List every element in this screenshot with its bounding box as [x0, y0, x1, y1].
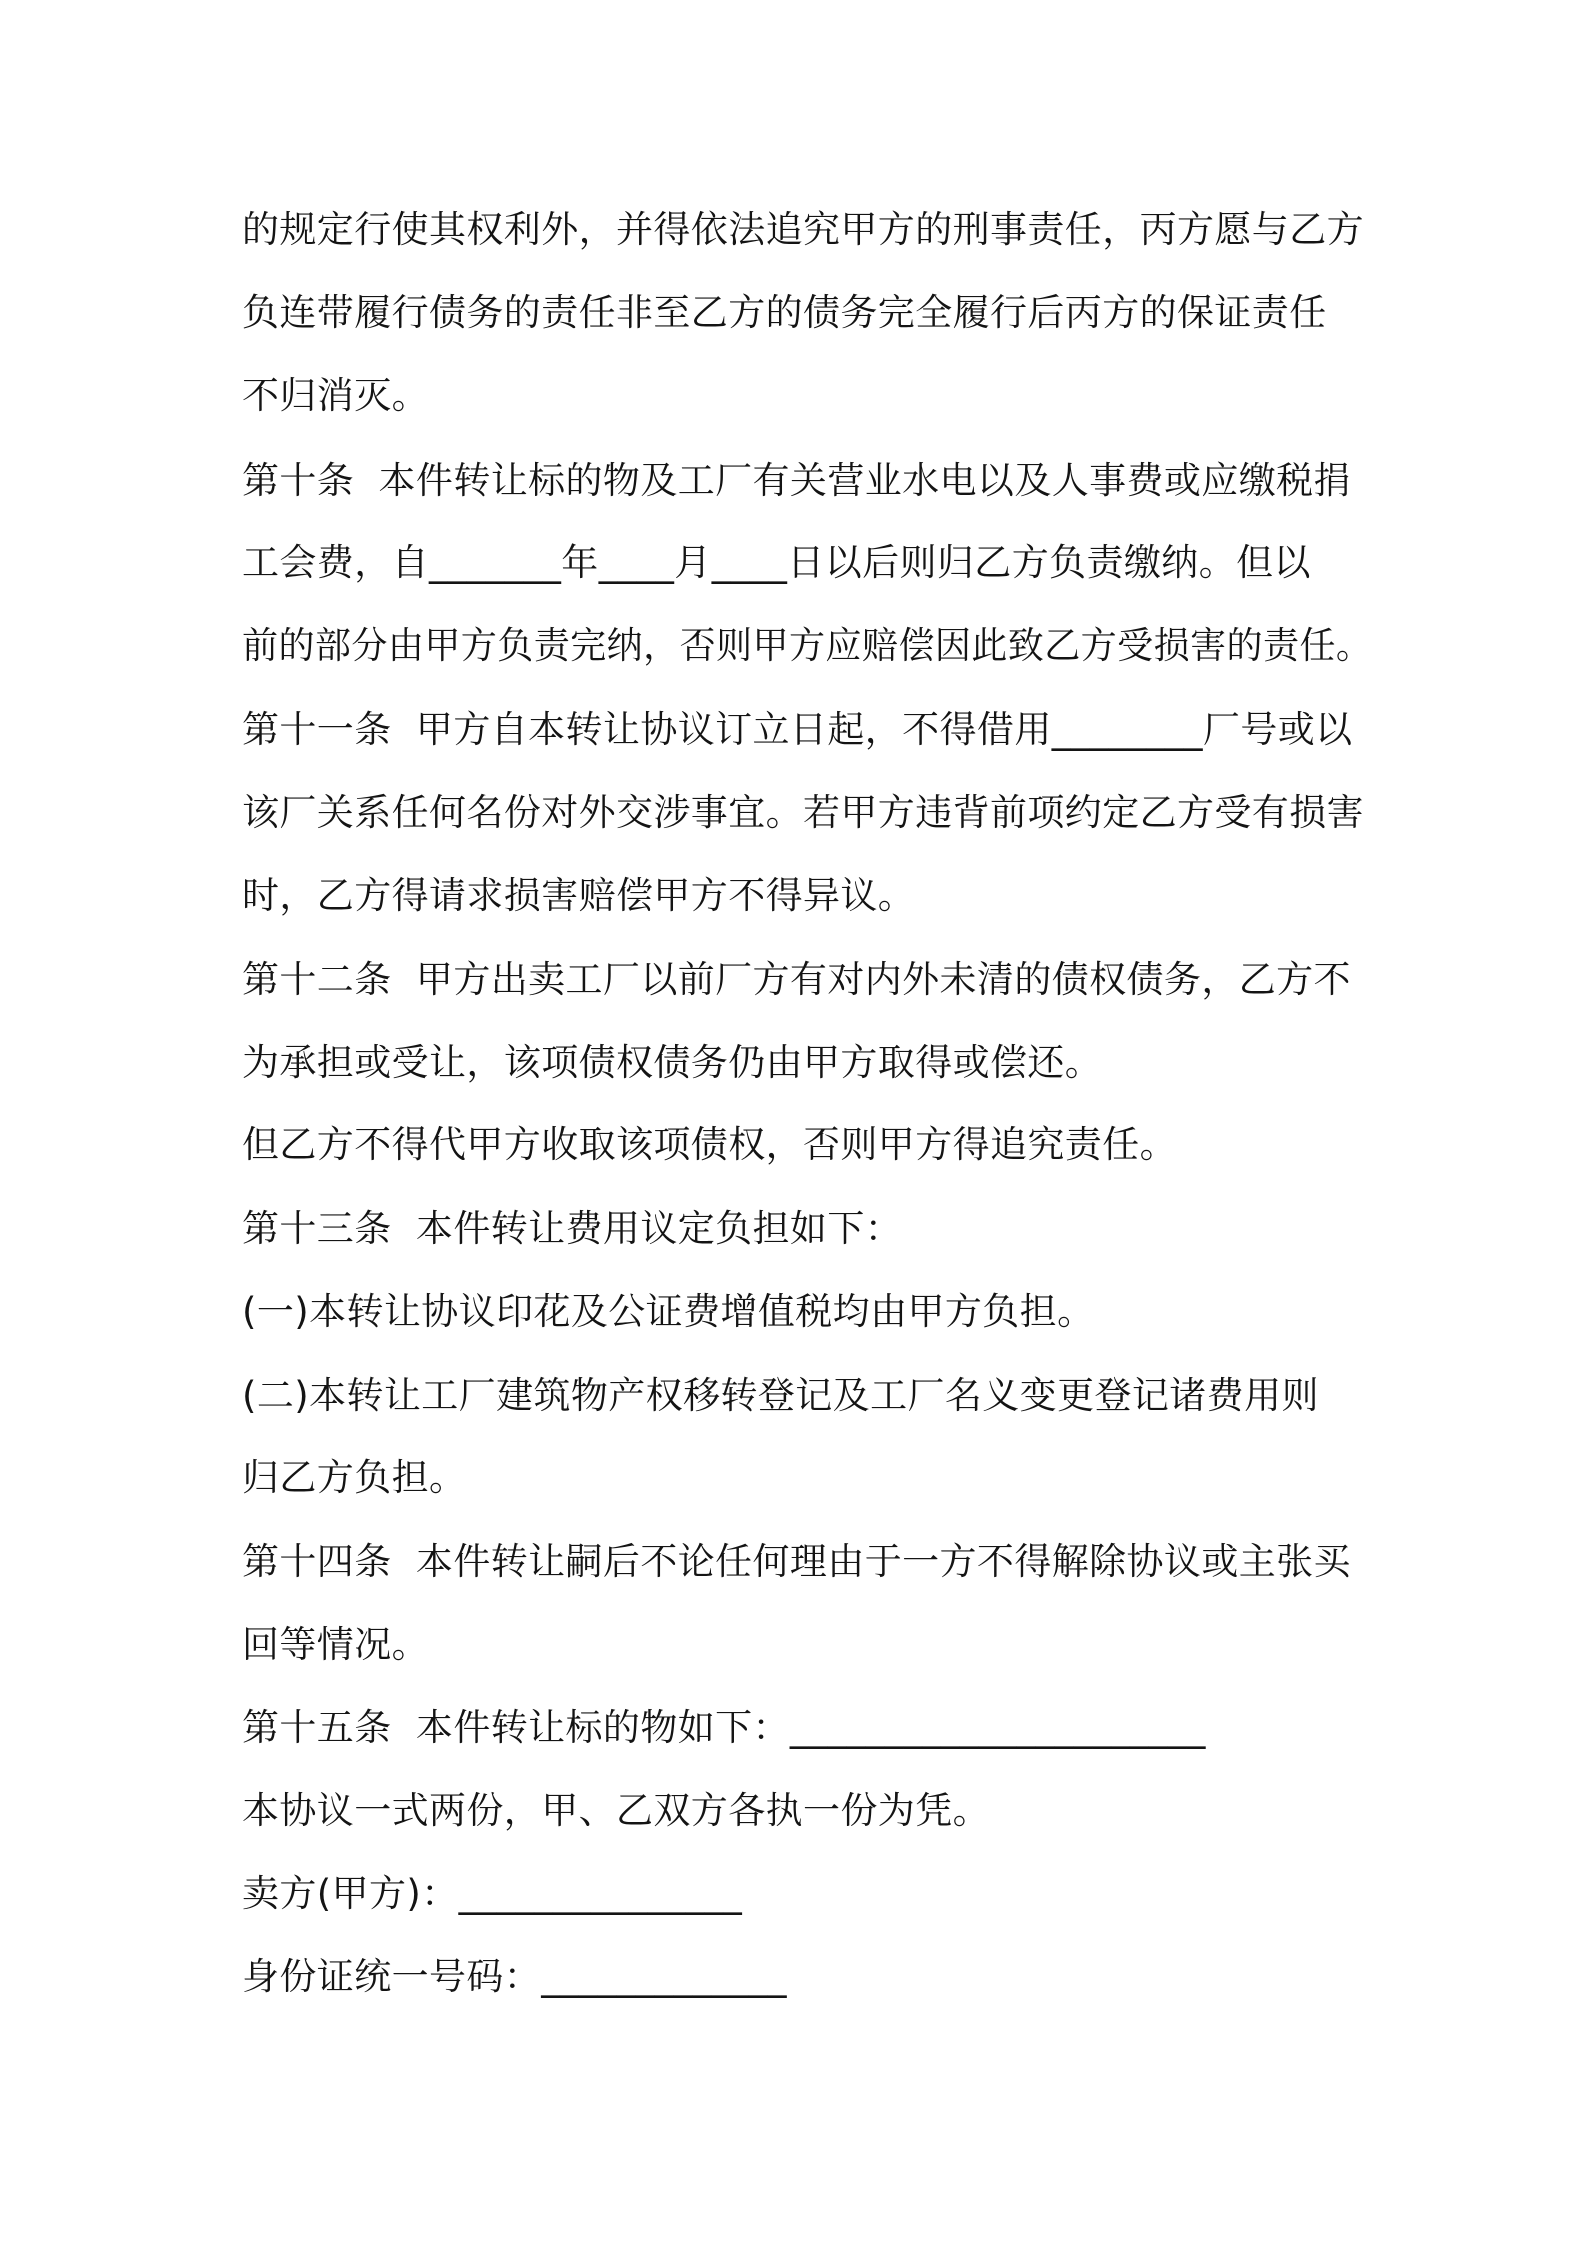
- text-line: 时，乙方得请求损害赔偿甲方不得异议。: [242, 874, 916, 917]
- text-line: 归乙方负担。: [242, 1456, 467, 1499]
- seller-signature-field: 卖方(甲方)：_______________: [242, 1872, 743, 1915]
- text-line: 的规定行使其权利外，并得依法追究甲方的刑事责任，丙方愿与乙方: [242, 208, 1364, 251]
- text-line: 但乙方不得代甲方收取该项债权，否则甲方得追究责任。: [242, 1123, 1177, 1166]
- copies-statement: 本协议一式两份，甲、乙双方各执一份为凭。: [242, 1789, 990, 1832]
- text-line: 负连带履行债务的责任非至乙方的债务完全履行后丙方的保证责任: [242, 291, 1327, 334]
- article-13-heading-line: 第十三条 本件转让费用议定负担如下：: [242, 1207, 903, 1250]
- article-14-heading-line: 第十四条 本件转让嗣后不论任何理由于一方不得解除协议或主张买: [242, 1540, 1351, 1583]
- article-15-heading-line: 第十五条 本件转让标的物如下：______________________: [242, 1706, 1206, 1749]
- text-line: 该厂关系任何名份对外交涉事宜。若甲方违背前项约定乙方受有损害: [242, 791, 1364, 834]
- text-line: 不归消灭。: [242, 374, 429, 417]
- text-line: 回等情况。: [242, 1623, 429, 1666]
- article-11-heading-line: 第十一条 甲方自本转让协议订立日起，不得借用________厂号或以: [242, 708, 1353, 751]
- list-item-2: (二)本转让工厂建筑物产权移转登记及工厂名义变更登记诸费用则: [242, 1374, 1319, 1417]
- id-number-field: 身份证统一号码：_____________: [242, 1955, 787, 1998]
- text-line: 前的部分由甲方负责完纳，否则甲方应赔偿因此致乙方受损害的责任。: [242, 624, 1373, 667]
- text-line: 工会费，自_______年____月____日以后则归乙方负责缴纳。但以: [242, 541, 1311, 584]
- list-item-1: (一)本转让协议印花及公证费增值税均由甲方负担。: [242, 1290, 1095, 1333]
- text-line: 为承担或受让，该项债权债务仍由甲方取得或偿还。: [242, 1041, 1103, 1084]
- article-10-heading-line: 第十条 本件转让标的物及工厂有关营业水电以及人事费或应缴税捐: [242, 459, 1351, 502]
- article-12-heading-line: 第十二条 甲方出卖工厂以前厂方有对内外未清的债权债务，乙方不: [242, 958, 1351, 1001]
